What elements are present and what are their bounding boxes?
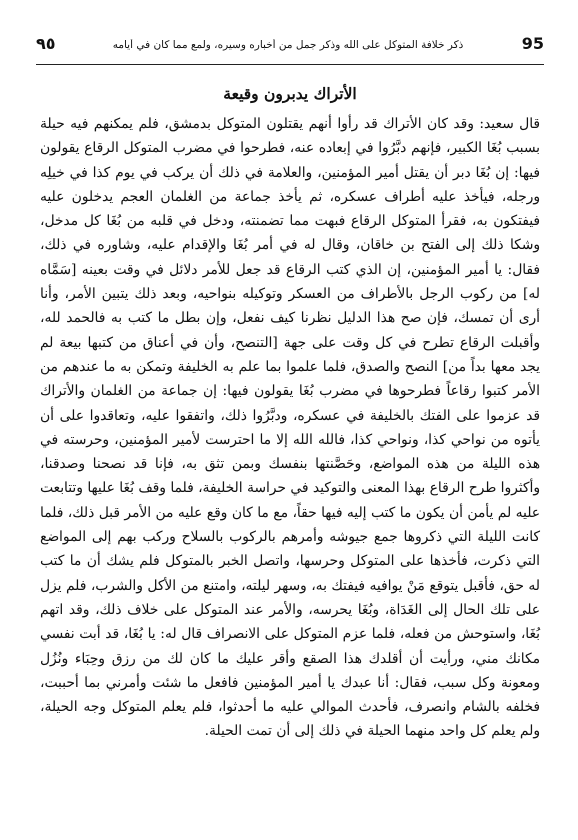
page-number-left: ٩٥ [36, 34, 56, 53]
section-title: الأتراك يدبرون وقيعة [223, 84, 357, 103]
page-header [36, 34, 544, 65]
body-text [40, 112, 540, 744]
page-number-right: 95 [521, 34, 544, 53]
running-head: ذكر خلافة المتوكل على الله وذكر جمل من أخباره وسيره، ولمع مما كان في أيامه [112, 39, 464, 51]
body-paragraph: قال سعيد: وقد كان الأتراك قد رأوا أنهم يقتلون المتوكل بدمشق، فلم يمكنهم فيه حيلة بسبب بُغَا الكبير، فإنهم دبَّرُوا في إبعاده عنه، فطرحوا في مضرب المتوكل الرقاع يقولون فيها: إن بُغَا دبر أن يقتل أمير المؤمنين، والعلامة في ذلك أن يركب في يوم كذا في خيلِه ورجله، فيأخذ عليه أطراف عسكره، ثم يأخذ جماعة من الغلمان العجم يدخلون عليه فيفتكون به، فقرأ المتوكل الرقاع فبهت مما تضمنته، ودخل في قلبه من بُغَا كل مدخل، وشكا ذلك إلى الفتح بن خاقان، وقال له في أمر بُغَا والإقدام عليه، وشاوره في ذلك، فقال: يا أمير المؤمنين، إن الذي كتب الرقاع قد جعل للأمر دلائل في وقت بعينه [سَمَّاه له] من ركوب الرجل بالأطراف من العسكر وتوكيله بنواحيه، وبعد ذلك يتبين الأمر، وأنا أرى أن تمسك، فإن صح هذا الدليل نظرنا كيف نفعل، وإن بطل ما كتب به فالحمد لله، وأقبلت الرقاع تطرح في كل وقت على جهة [التنصح، وأن في أعناق من كتبها بيعة لم يجد معها بداً من] النصح والصدق، فلما علموا بما علم به الخليفة وتمكن به ما عندهم من الأمر كتبوا رقاعاً فطرحوها في مضرب بُغَا يقولون فيها: إن جماعة من الغلمان والأتراك قد عزموا على الفتك بالخليفة في عسكره، ودبَّرُوا ذلك، واتفقوا عليه، وتعاقدوا على أن يأتوه من نواحي كذا، ونواحي كذا، فالله الله إلا ما احترست لأمير المؤمنين، وحرسته في هذه الليلة من هذه المواضع، وحَصَّنتها بنفسك وبمن تثق به، فإنا قد نصحنا وصدقنا، وأكثروا طرح الرقاع بهذا المعنى والتوكيد في حراسة الخليفة، فلما وقف بُغَا عليها وتتابعت عليه لم يأمن أن يكون ما كتب إليه فيها حقاً، مع ما كان وقع عليه من الأمر قبل ذلك، فلما كانت الليلة التي ذكروها جمع جيوشه وأمرهم بالركوب بالسلاح وركب بهم إلى المواضع التي ذكرت، فأخذها على المتوكل وحرسها، واتصل الخبر بالمتوكل فلم يشك أن ما كتب له حق، فأقبل يتوقع مَنْ يوافيه فيفتك به، وسهر ليلته، وامتنع من الأكل والشرب، فلم يزل على تلك الحال إلى الغَدَاة، وبُغَا يحرسه، والأمر عند المتوكل على خلاف ذلك، وقد اتهم بُغَا، واستوحش من فعله، فلما عزم المتوكل على الانصراف قال له: يا بُغَا، قد أبت نفسي مكانك مني، ورأيت أن أقلدك هذا الصقع وأقر عليك ما كان لك من رزق وحِبَاء ونُزُل ومعونة وكل سبب، فقال: أنا عبدك يا أمير المؤمنين فافعل ما شئت وأمرني بما أحببت، فخلفه بالشام وانصرف، فأحدث الموالي عليه ما أحدثوا، فلم يعلم المتوكل وجه الحيلة، ولم يعلم كل واحد منهما الحيلة في ذلك إلى أن تمت الحيلة. [40, 116, 540, 740]
